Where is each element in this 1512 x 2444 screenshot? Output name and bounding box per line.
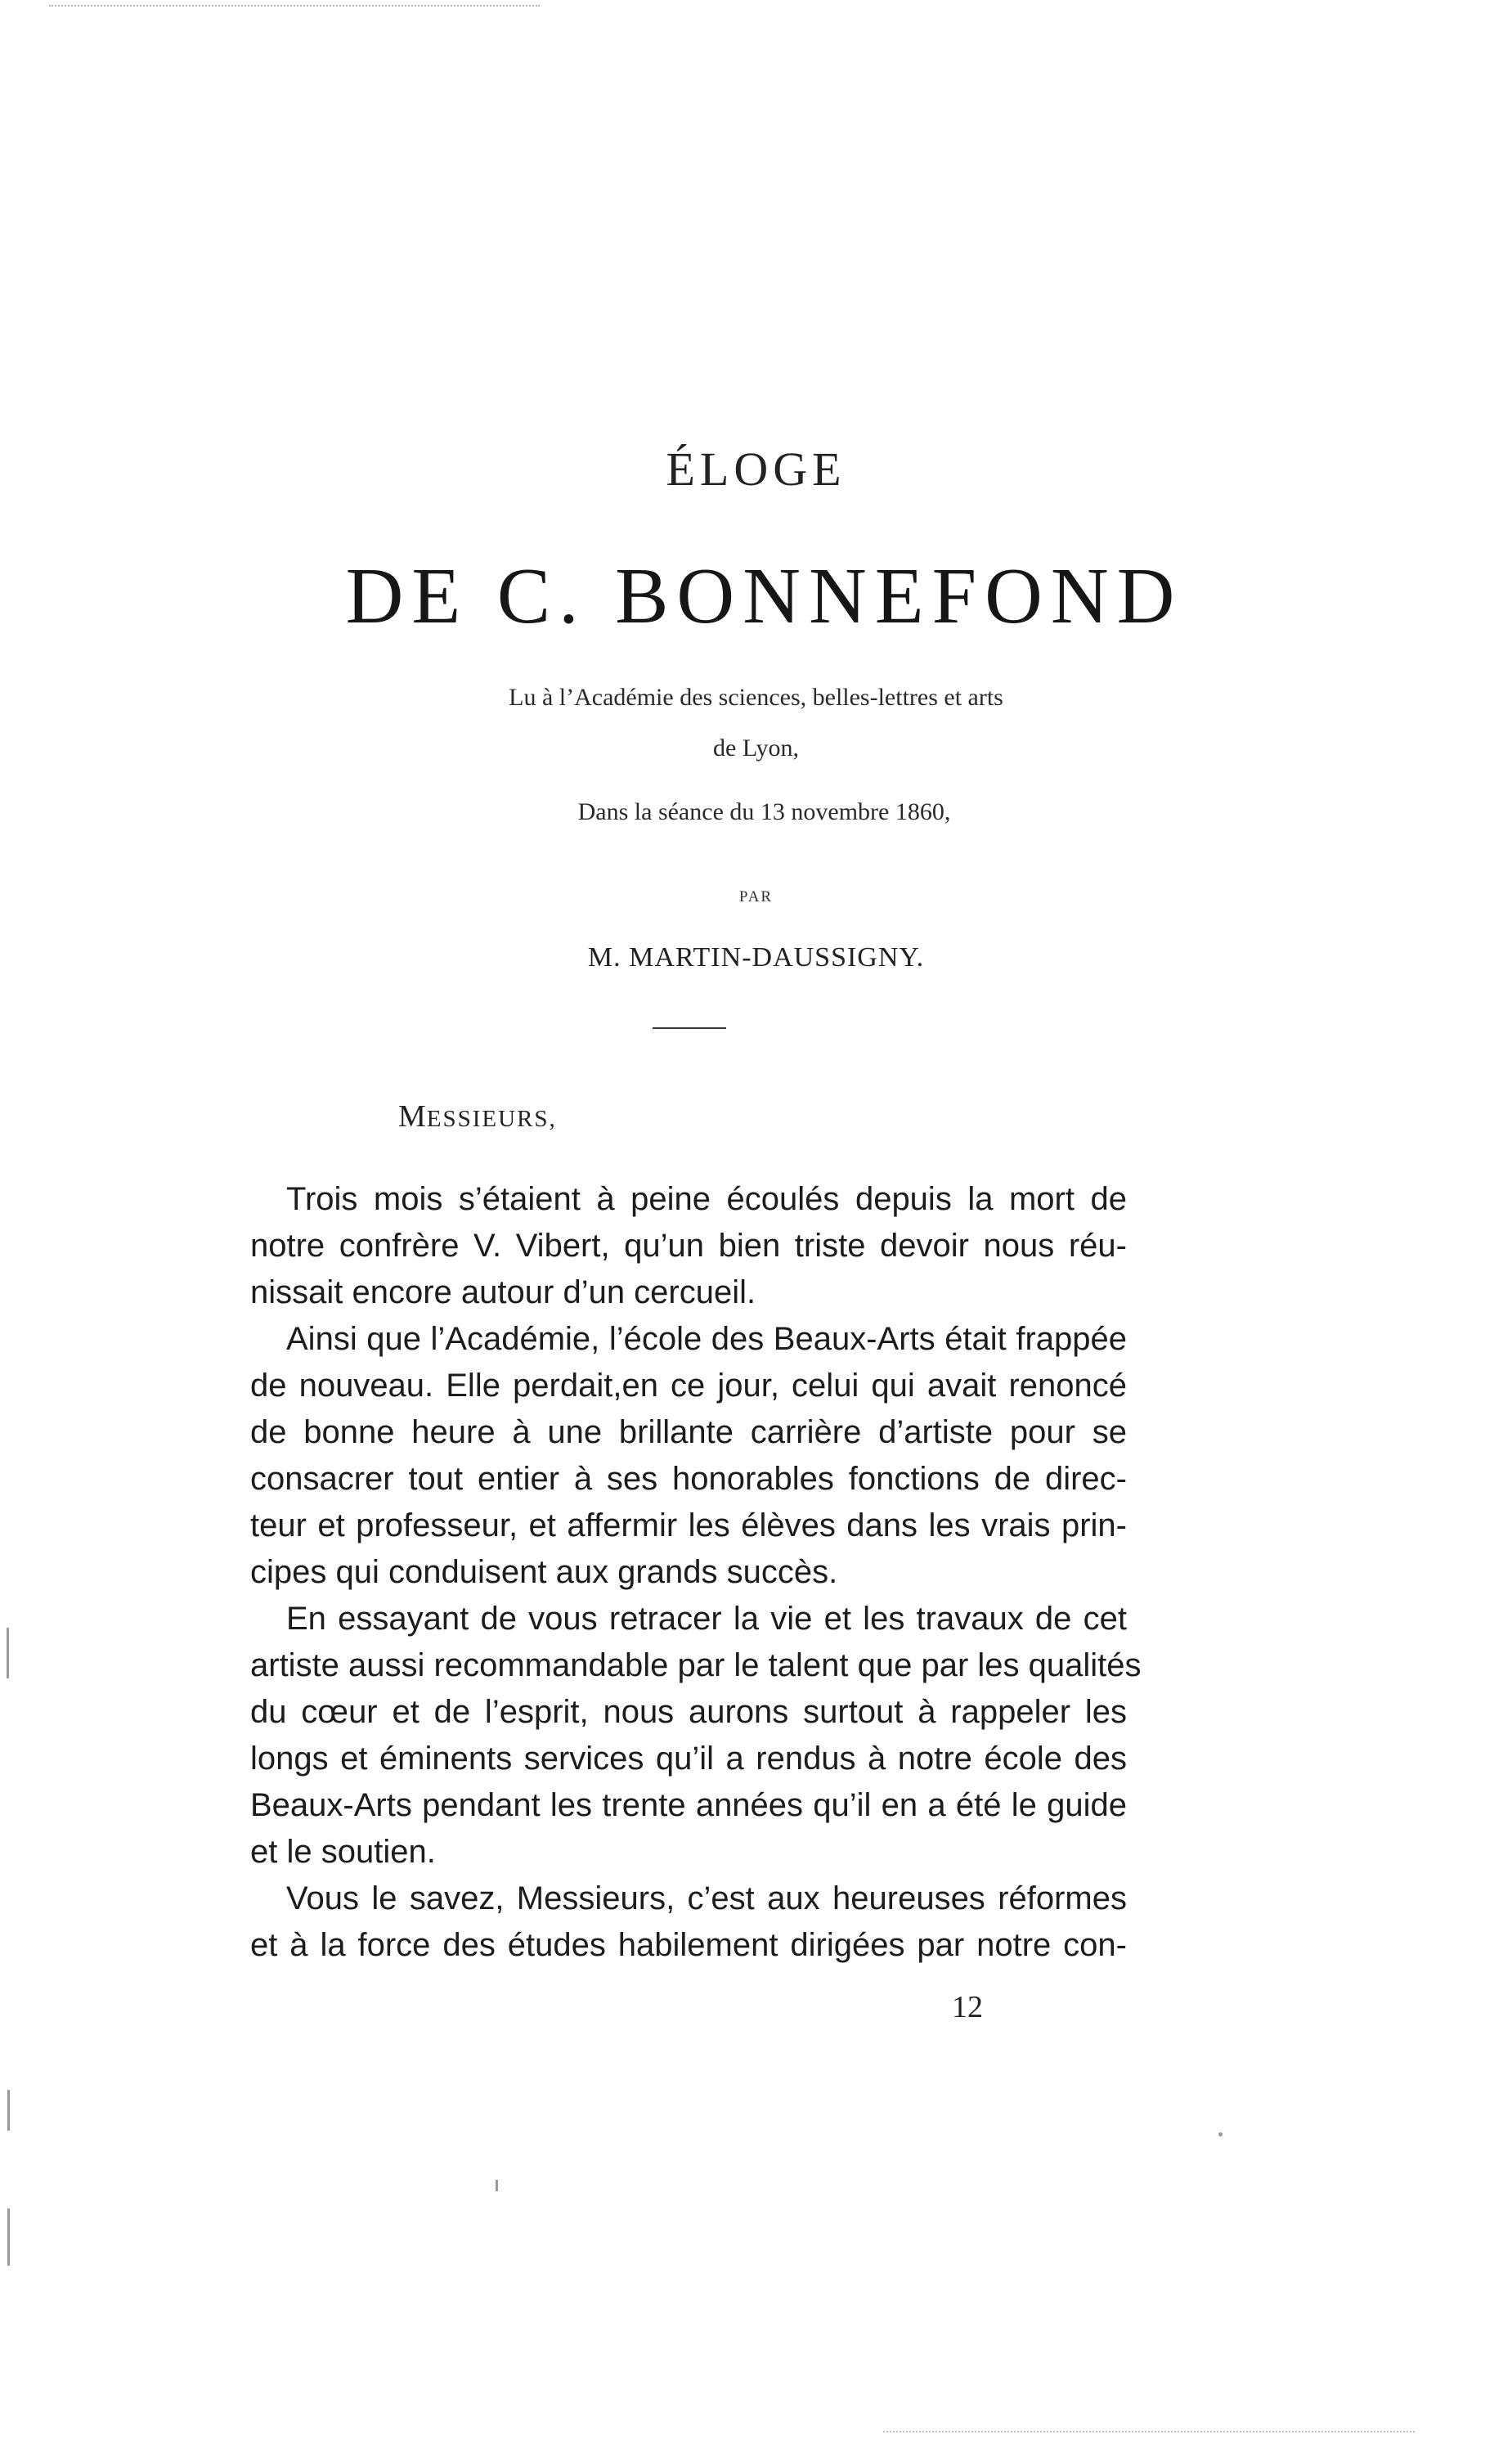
body-text <box>250 1176 1142 1969</box>
body-line: et le soutien. <box>250 1834 436 1870</box>
body-line: teur et professeur, et affermir les élèves dans les vrais prin- <box>250 1507 1127 1543</box>
body-line: cipes qui conduisent aux grands succès. <box>250 1554 838 1590</box>
scan-artifact-mark <box>496 2180 498 2191</box>
page-title: ÉLOGE <box>666 443 846 496</box>
body-line: consacrer tout entier à ses honorables fonctions de direc- <box>250 1461 1127 1497</box>
salutation-initial: M <box>398 1099 427 1134</box>
author-name: M. MARTIN-DAUSSIGNY. <box>587 942 925 973</box>
scan-artifact-dot <box>1218 2132 1223 2136</box>
salutation <box>398 1098 557 1134</box>
scan-artifact-bottom <box>883 2431 1415 2433</box>
body-line: Beaux-Arts pendant les trente années qu’il en a été le guide <box>250 1787 1127 1823</box>
read-line-2: de Lyon, <box>713 735 799 762</box>
scan-artifact-left-3 <box>7 2208 10 2266</box>
scan-artifact-left-1 <box>7 1628 9 1678</box>
body-line: nissait encore autour d’un cercueil. <box>250 1274 756 1310</box>
page-subtitle: DE C. BONNEFOND <box>345 552 1183 640</box>
body-line: Ainsi que l’Académie, l’école des Beaux-Arts était frappée <box>286 1321 1127 1357</box>
body-line: longs et éminents services qu’il a rendus à notre école des <box>250 1741 1127 1777</box>
body-line: En essayant de vous retracer la vie et les travaux de cet <box>286 1601 1127 1637</box>
scan-artifact-top <box>49 5 540 7</box>
body-line: et à la force des études habilement dirigées par notre con- <box>250 1927 1127 1963</box>
body-line: du cœur et de l’esprit, nous aurons surtout à rappeler les <box>250 1694 1127 1730</box>
session-line: Dans la séance du 13 novembre 1860, <box>577 798 951 825</box>
body-line: notre confrère V. Vibert, qu’un bien triste devoir nous réu- <box>250 1228 1127 1264</box>
body-line: de bonne heure à une brillante carrière d’artiste pour se <box>250 1414 1127 1450</box>
body-line: de nouveau. Elle perdait,en ce jour, celui qui avait renoncé <box>250 1368 1127 1404</box>
scan-artifact-left-2 <box>7 2090 10 2131</box>
body-line: Trois mois s’étaient à peine écoulés depuis la mort de <box>286 1181 1127 1217</box>
by-label: PAR <box>738 888 774 905</box>
body-line: Vous le savez, Messieurs, c’est aux heureuses réformes <box>286 1880 1127 1916</box>
section-divider <box>653 1027 726 1029</box>
body-line: artiste aussi recommandable par le talent que par les qualités <box>250 1647 1142 1683</box>
page-number: 12 <box>952 1990 983 2024</box>
read-line-1: Lu à l’Académie des sciences, belles-lettres et arts <box>509 684 1003 711</box>
salutation-rest: ESSIEURS, <box>426 1106 557 1132</box>
